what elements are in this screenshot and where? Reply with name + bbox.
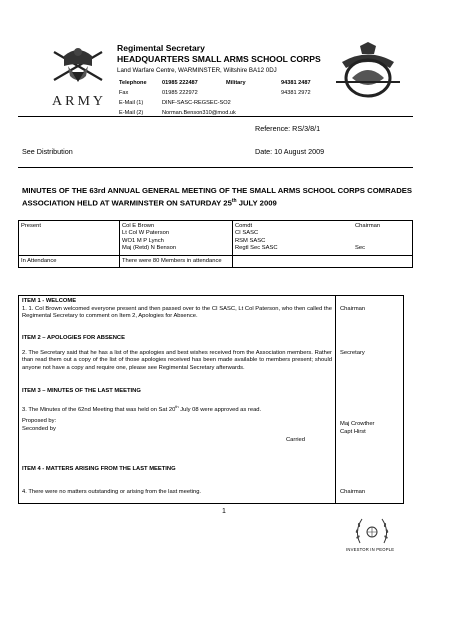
attendance-table — [18, 220, 413, 268]
in-attendance-value: There were 80 Members in attendance — [120, 255, 233, 267]
telephone-label: Telephone — [119, 80, 147, 86]
person-position — [355, 238, 410, 245]
letterhead-title — [117, 43, 321, 65]
item3-text — [22, 403, 332, 414]
reference: Reference: RS/3/8/1 — [255, 124, 321, 133]
military-label: Military — [226, 80, 246, 86]
letterhead-title-line2: HEADQUARTERS SMALL ARMS SCHOOL CORPS — [117, 54, 321, 64]
person-role: CI SASC — [235, 230, 259, 237]
person-role: RSM SASC — [235, 237, 266, 244]
present-roles — [233, 221, 350, 256]
item3-text-b: July 08 were approved as read. — [178, 406, 262, 413]
item3-superscript: th — [175, 404, 179, 409]
letterhead-title-line1: Regimental Secretary — [117, 43, 205, 53]
corps-badge-icon — [332, 42, 404, 102]
item2-action: Secretary — [340, 350, 365, 356]
email2-address: Norman.Benson310@mod.uk — [162, 110, 236, 116]
present-positions — [349, 221, 413, 256]
person-role: Comdt — [235, 223, 253, 229]
letterhead-address: Land Warfare Centre, WARMINSTER, Wiltshire BA12 0DJ — [117, 67, 277, 74]
telephone-number: 01985 222487 — [162, 80, 198, 86]
item4-heading: ITEM 4 - MATTERS ARISING FROM THE LAST MEETING — [22, 466, 176, 472]
item3-heading: ITEM 3 – MINUTES OF THE LAST MEETING — [22, 388, 141, 394]
corps-badge-logo — [332, 42, 404, 102]
item1-heading: ITEM 1 - WELCOME — [22, 298, 77, 304]
item1-text: 1. 1. Col Brown welcomed everyone present and then passed over to the CI SASC, Lt Col Paterson, who then called the Regimental Secretary to comment on Item 2, Apologies for Absence. — [22, 306, 332, 320]
item2-text: 2. The Secretary said that he has a list of the apologies and best wishes received from the Association members. Rather than read them out a copy of the list of those apologies received has been made available to members present; should anyone not have a copy and require one, please see Regimental Secretary afterwards. — [22, 350, 332, 371]
fax-military-number: 94381 2972 — [281, 90, 311, 96]
item4-text: 4. There were no matters outstanding or arising from the last meeting. — [22, 489, 202, 495]
person-name: Lt Col W Paterson — [122, 230, 170, 237]
seconded-label: Seconded by — [22, 426, 56, 432]
in-attendance-label: In Attendance — [19, 255, 120, 267]
title-text: MINUTES OF THE 63rd ANNUAL GENERAL MEETING OF THE SMALL ARMS SCHOOL CORPS COMRADES ASSOCIATION HELD AT WARMINSTER ON SATURDAY 25 — [22, 186, 412, 208]
title-text-end: JULY 2009 — [236, 198, 277, 208]
item1-action: Chairman — [340, 306, 366, 312]
investors-in-people-logo — [352, 515, 392, 547]
investors-label: INVESTOR IN PEOPLE — [346, 547, 395, 552]
person-role: Regtl Sec SASC — [235, 245, 278, 252]
proposer-name: Maj Crowther — [340, 421, 375, 427]
header-rule — [18, 116, 413, 117]
email1-label: E-Mail (1) — [119, 100, 144, 106]
email2-label: E-Mail (2) — [119, 110, 144, 116]
item3-text-a: 3. The Minutes of the 62nd Meeting that was held on Sat 20 — [22, 406, 176, 413]
present-label: Present — [19, 221, 120, 256]
page-number: 1 — [222, 508, 226, 515]
in-attendance-row — [19, 255, 413, 267]
document-title — [22, 186, 412, 209]
fax-number: 01985 222972 — [162, 90, 198, 96]
person-name: WO1 M P Lynch — [122, 237, 164, 244]
title-superscript: th — [231, 198, 237, 204]
distribution: See Distribution — [22, 147, 73, 156]
present-row — [19, 221, 413, 256]
carried-label: Carried — [286, 437, 306, 443]
item2-heading: ITEM 2 – APOLOGIES FOR ABSENCE — [22, 335, 125, 341]
laurel-wreath-icon — [352, 515, 392, 547]
person-position — [355, 230, 410, 237]
person-position: Sec — [355, 245, 365, 252]
proposed-label: Proposed by: — [22, 418, 57, 424]
action-column-divider — [335, 295, 336, 504]
present-names — [120, 221, 233, 256]
date: Date: 10 August 2009 — [255, 147, 325, 156]
letterhead-contacts — [117, 77, 313, 119]
seconder-name: Capt Hirst — [340, 429, 366, 435]
person-position: Chairman — [355, 223, 381, 229]
email1-address: DINF-SASC-REGSEC-SO2 — [162, 100, 231, 106]
meta-rule — [18, 167, 413, 168]
person-name: Maj (Retd) N Benson — [122, 245, 177, 252]
military-number: 94381 2487 — [281, 80, 311, 86]
minutes-items-box — [18, 295, 404, 504]
item4-action: Chairman — [340, 489, 366, 495]
person-name: Col E Brown — [122, 223, 155, 229]
army-wordmark: ARMY — [52, 94, 107, 109]
fax-label: Fax — [119, 90, 129, 96]
